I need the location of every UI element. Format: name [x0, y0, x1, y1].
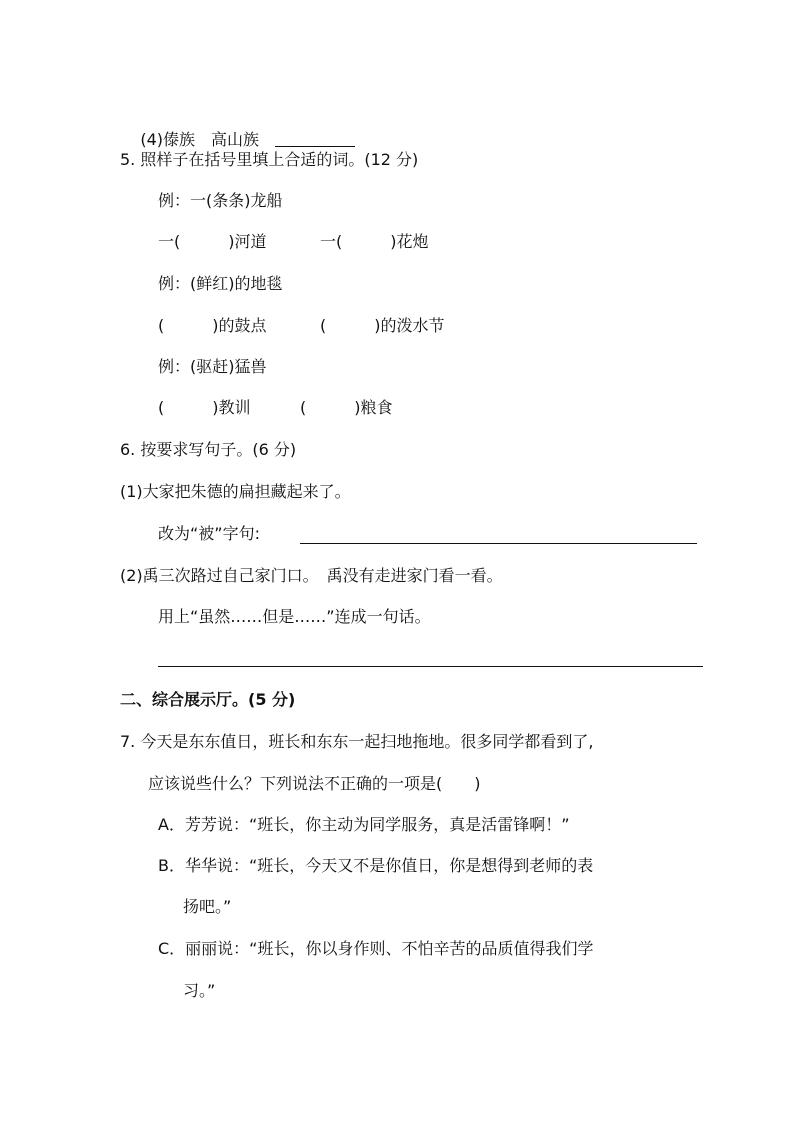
- q6-answer-line-2[interactable]: [158, 666, 703, 667]
- q6-task-1: 改为“被”字句:: [158, 524, 260, 543]
- q5-row-3-b: ( )粮食: [300, 398, 393, 417]
- q7-option-c-line-2: 习。”: [183, 981, 216, 1000]
- q7-option-a: A．芳芳说：“班长，你主动为同学服务，真是活雷锋啊！”: [158, 815, 570, 834]
- q7-stem-line-2: 应该说些什么？下列说法不正确的一项是( ): [148, 774, 481, 793]
- q6-task-2: 用上“虽然……但是……”连成一句话。: [158, 607, 431, 626]
- q5-example-2: 例：(鲜红)的地毯: [158, 274, 283, 293]
- q5-example-1: 例：一(条条)龙船: [158, 191, 283, 210]
- q6-answer-line-1[interactable]: [300, 543, 697, 544]
- q4-item4-text: (4)傣族 高山族: [140, 130, 260, 149]
- q5-title: 5. 照样子在括号里填上合适的词。(12 分): [120, 150, 419, 169]
- q7-stem-line-1: 7. 今天是东东值日，班长和东东一起扫地拖地。很多同学都看到了,: [120, 732, 594, 751]
- q4-answer-blank[interactable]: [275, 146, 355, 147]
- q6-sentence-2: (2)禹三次路过自己家门口。 禹没有走进家门看一看。: [120, 566, 503, 585]
- q6-title: 6. 按要求写句子。(6 分): [120, 440, 297, 459]
- q5-row-1-b: 一( )花炮: [320, 232, 429, 251]
- q5-row-3-a: ( )教训: [158, 398, 251, 417]
- q5-row-1-a: 一( )河道: [158, 232, 267, 251]
- q6-sentence-1: (1)大家把朱德的扁担藏起来了。: [120, 482, 351, 501]
- section-2-title: 二、综合展示厅。(5 分): [120, 690, 296, 709]
- q5-example-3: 例：(驱赶)猛兽: [158, 357, 267, 376]
- q5-row-2-a: ( )的鼓点: [158, 316, 267, 335]
- q7-option-b-line-1: B．华华说：“班长，今天又不是你值日，你是想得到老师的表: [158, 856, 594, 875]
- q7-option-c-line-1: C．丽丽说：“班长，你以身作则、不怕辛苦的品质值得我们学: [158, 939, 594, 958]
- q7-option-b-line-2: 扬吧。”: [183, 897, 232, 916]
- q5-row-2-b: ( )的泼水节: [320, 316, 445, 335]
